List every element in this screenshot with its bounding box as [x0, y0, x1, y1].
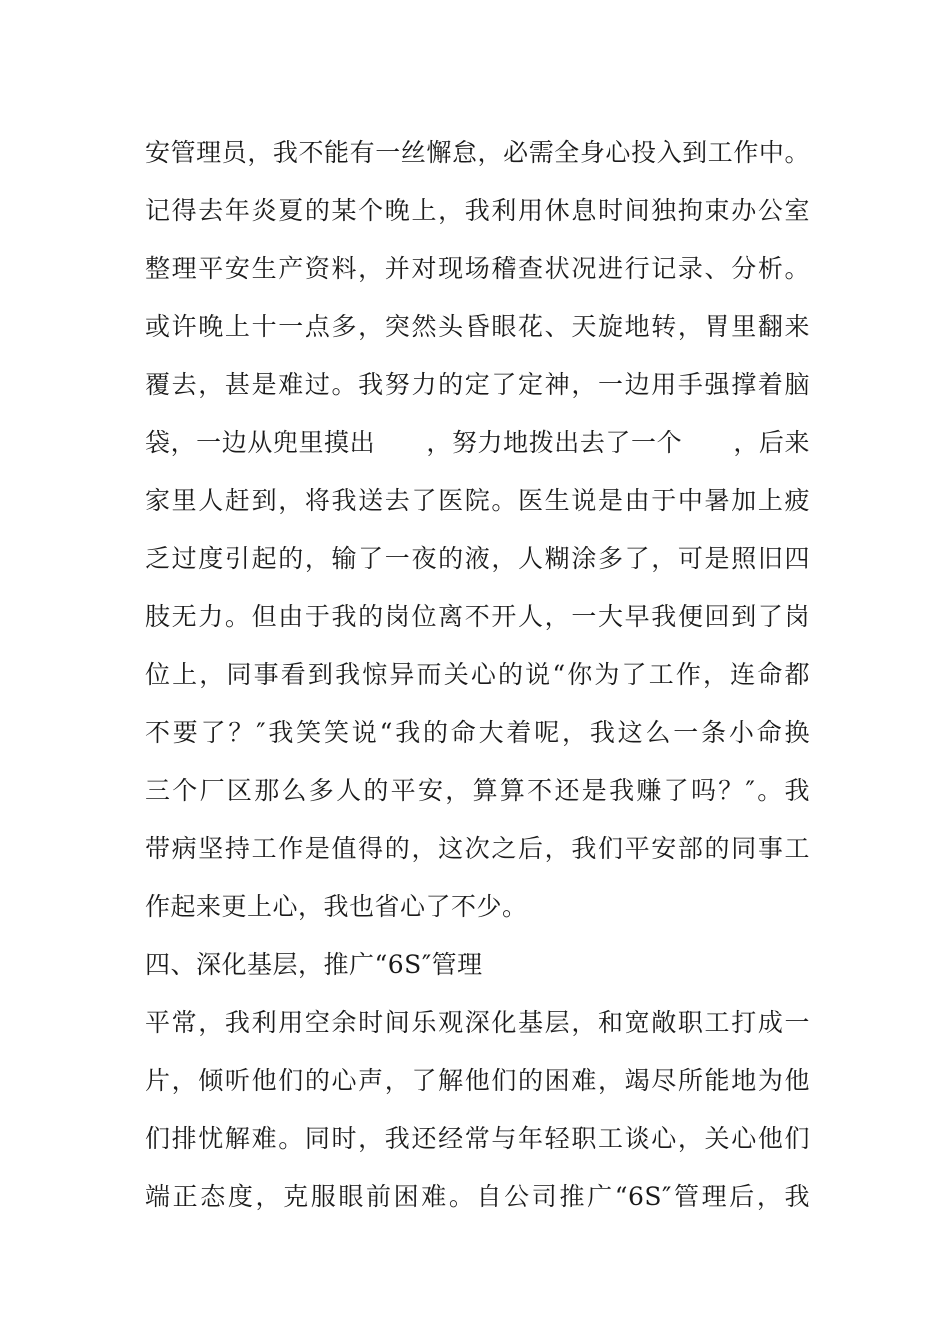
text-line: 片，倾听他们的心声，了解他们的困难，竭尽所能地为他	[145, 1066, 810, 1095]
text-line: 作起来更上心，我也省心了不少。	[145, 892, 528, 921]
text-line: 端正态度，克服眼前困难。自公司推广“6S″管理后，我	[145, 1182, 810, 1211]
text-line: 带病坚持工作是值得的，这次之后，我们平安部的同事工	[145, 834, 810, 863]
body-text	[145, 124, 810, 1226]
text-line: 三个厂区那么多人的平安，算算不还是我赚了吗？″。我	[145, 776, 810, 805]
text-line: 平常，我利用空余时间乐观深化基层，和宽敞职工打成一	[145, 1008, 810, 1037]
text-line: 覆去，甚是难过。我努力的定了定神，一边用手强撑着脑	[145, 370, 810, 399]
text-line: 乏过度引起的，输了一夜的液，人糊涂多了，可是照旧四	[145, 544, 810, 573]
text-line: 记得去年炎夏的某个晚上，我利用休息时间独拘束办公室	[145, 196, 810, 225]
text-line: 或许晚上十一点多，突然头昏眼花、天旋地转，胃里翻来	[145, 312, 810, 341]
text-line: 不要了？″我笑笑说“我的命大着呢，我这么一条小命换	[145, 718, 810, 747]
section-heading: 四、深化基层，推广“6S″管理	[145, 950, 483, 979]
text-line: 肢无力。但由于我的岗位离不开人，一大早我便回到了岗	[145, 602, 810, 631]
text-line: 整理平安生产资料，并对现场稽查状况进行记录、分析。	[145, 254, 810, 283]
text-line: 家里人赶到，将我送去了医院。医生说是由于中暑加上疲	[145, 486, 810, 515]
text-line: 位上，同事看到我惊异而关心的说“你为了工作，连命都	[145, 660, 810, 689]
text-line: 袋，一边从兜里摸出 ，努力地拨出去了一个 ，后来	[145, 428, 810, 457]
text-line: 安管理员，我不能有一丝懈怠，必需全身心投入到工作中。	[145, 138, 810, 167]
text-line: 们排忧解难。同时，我还经常与年轻职工谈心，关心他们	[145, 1124, 810, 1153]
